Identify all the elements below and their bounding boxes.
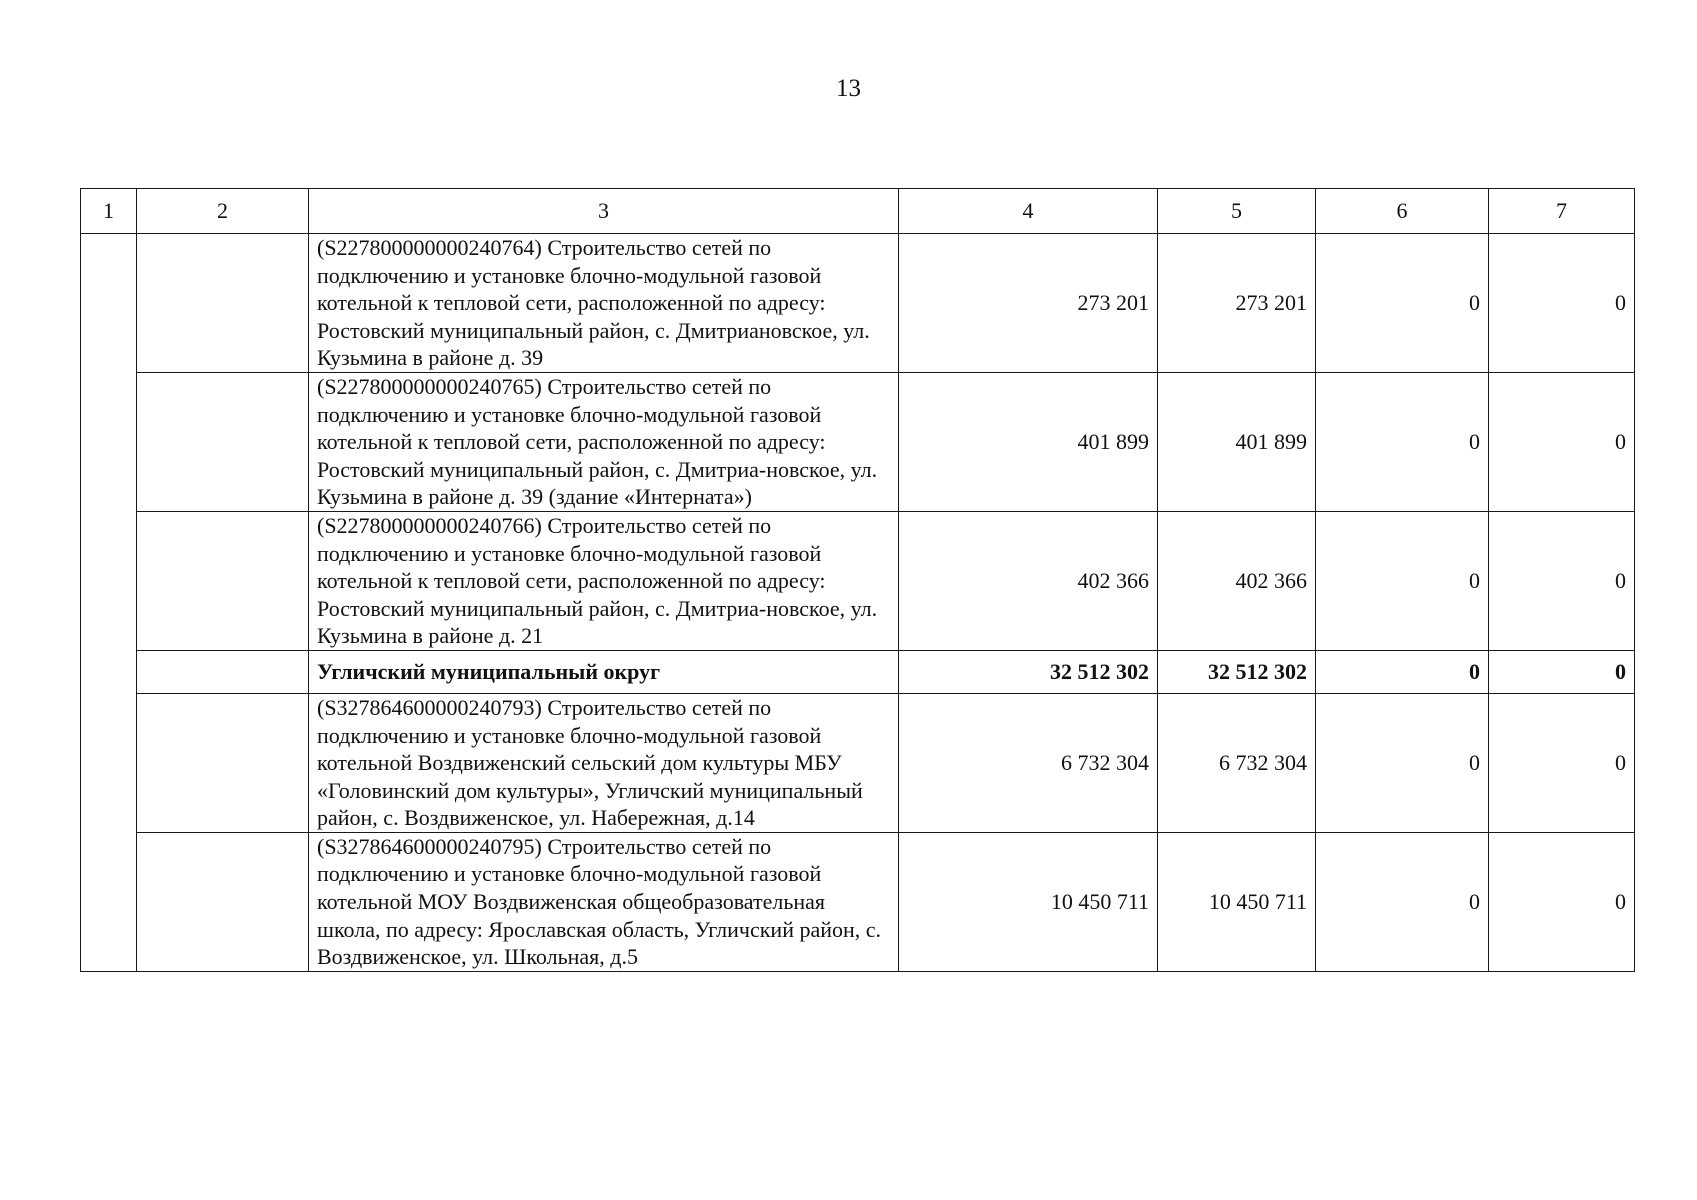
page-number: 13 [836,75,861,102]
table-row [81,372,1635,511]
row-description: (S227800000000240766) Строительство сетей по подключению и установке блочно-модульной газовой котельной к тепловой сети, расположенной по адресу: Ростовский муниципальный район, с. Дмитриа-новское, ул. Кузьмина в районе д. 21 [309,511,899,650]
row-value-col4: 273 201 [899,234,1158,373]
group-value-col4: 32 512 302 [899,650,1158,693]
row-value-col4: 6 732 304 [899,693,1158,832]
column-2-cell [137,511,309,650]
group-row [81,650,1635,693]
row-description: (S227800000000240764) Строительство сетей по подключению и установке блочно-модульной газовой котельной к тепловой сети, расположенной по адресу: Ростовский муниципальный район, с. Дмитриановское, ул. Кузьмина в районе д. 39 [309,234,899,373]
row-value-col5: 6 732 304 [1158,693,1316,832]
row-value-col5: 401 899 [1158,372,1316,511]
row-description: (S327864600000240795) Строительство сетей по подключению и установке блочно-модульной газовой котельной МОУ Воздвиженская общеобразовательная школа, по адресу: Ярославская область, Угличский район, с. Воздвиженское, ул. Школьная, д.5 [309,832,899,971]
table-row [81,511,1635,650]
column-2-cell [137,234,309,373]
column-header-7: 7 [1489,189,1635,234]
table-row [81,234,1635,373]
group-title: Угличский муниципальный округ [309,650,899,693]
group-value-col5: 32 512 302 [1158,650,1316,693]
row-value-col4: 402 366 [899,511,1158,650]
row-value-col4: 401 899 [899,372,1158,511]
row-value-col5: 273 201 [1158,234,1316,373]
row-value-col7: 0 [1489,832,1635,971]
row-value-col6: 0 [1316,832,1489,971]
header-row [81,189,1635,234]
row-description: (S327864600000240793) Строительство сетей по подключению и установке блочно-модульной газовой котельной Воздвиженский сельский дом культуры МБУ «Головинский дом культуры», Угличский муниципальный район, с. Воздвиженское, ул. Набережная, д.14 [309,693,899,832]
column-2-cell [137,693,309,832]
table-row [81,693,1635,832]
row-value-col5: 402 366 [1158,511,1316,650]
row-value-col7: 0 [1489,511,1635,650]
column-header-1: 1 [81,189,137,234]
row-value-col6: 0 [1316,234,1489,373]
column-header-2: 2 [137,189,309,234]
budget-table [80,188,1635,972]
column-header-4: 4 [899,189,1158,234]
row-value-col5: 10 450 711 [1158,832,1316,971]
group-value-col7: 0 [1489,650,1635,693]
row-value-col7: 0 [1489,693,1635,832]
column-2-cell [137,832,309,971]
row-value-col4: 10 450 711 [899,832,1158,971]
row-description: (S227800000000240765) Строительство сетей по подключению и установке блочно-модульной газовой котельной к тепловой сети, расположенной по адресу: Ростовский муниципальный район, с. Дмитриа-новское, ул. Кузьмина в районе д. 39 (здание «Интерната») [309,372,899,511]
row-value-col7: 0 [1489,372,1635,511]
column-header-5: 5 [1158,189,1316,234]
column-2-cell [137,650,309,693]
row-value-col6: 0 [1316,372,1489,511]
row-value-col6: 0 [1316,693,1489,832]
table-row [81,832,1635,971]
row-value-col6: 0 [1316,511,1489,650]
merged-column-1-cell [81,234,137,972]
column-header-3: 3 [309,189,899,234]
group-value-col6: 0 [1316,650,1489,693]
column-header-6: 6 [1316,189,1489,234]
column-2-cell [137,372,309,511]
row-value-col7: 0 [1489,234,1635,373]
